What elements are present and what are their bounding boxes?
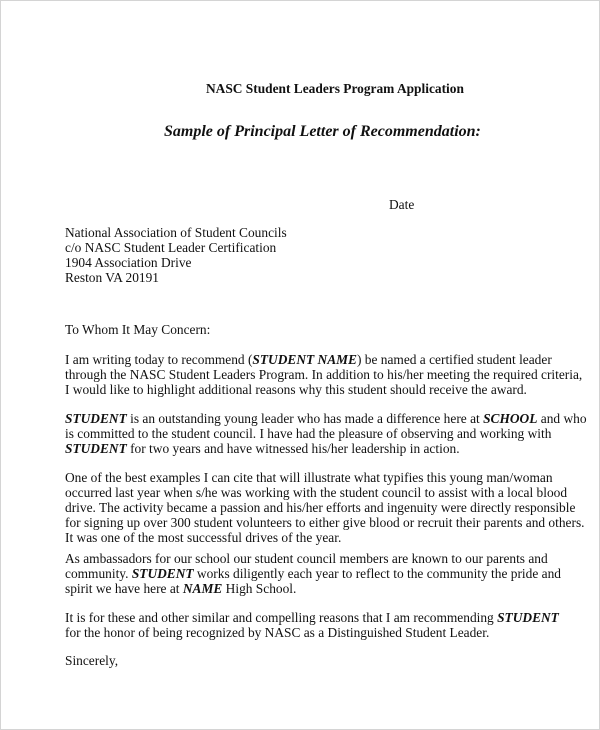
paragraph-line <box>65 441 555 456</box>
paragraph-line <box>65 352 555 367</box>
paragraph-line: drive. The activity became a passion and his/her efforts and ingenuity were directly responsible <box>65 500 576 515</box>
salutation: To Whom It May Concern: <box>65 322 211 337</box>
paragraph-line <box>65 411 587 426</box>
text-run: It is for these and other similar and compelling reasons that I am recommending <box>65 610 498 625</box>
text-run: spirit we have here at <box>65 581 183 596</box>
paragraph-example <box>65 470 585 545</box>
text-run: I am writing today to recommend ( <box>65 352 253 367</box>
text-run: for two years and have witnessed his/her leadership in action. <box>126 441 460 456</box>
paragraph-line: through the NASC Student Leaders Program. In addition to his/her meeting the required criteria, <box>65 367 583 382</box>
paragraph-line: occurred last year when s/he was working with the student council to assist with a local blood <box>65 485 568 500</box>
placeholder-school: SCHOOL <box>483 411 538 426</box>
address-line-organization: National Association of Student Councils <box>65 225 287 240</box>
placeholder-student: STUDENT <box>497 610 559 625</box>
paragraph-ambassadors <box>65 551 561 596</box>
address-line-city: Reston VA 20191 <box>65 270 160 285</box>
paragraph-conclusion <box>65 610 559 640</box>
paragraph-line <box>65 581 555 596</box>
paragraph-line <box>65 610 559 625</box>
paragraph-line: It was one of the most successful drives of the year. <box>65 530 342 545</box>
placeholder-name: NAME <box>182 581 223 596</box>
text-run: community. <box>65 566 132 581</box>
document-subtitle: Sample of Principal Letter of Recommendation: <box>164 123 481 140</box>
paragraph-line: for the honor of being recognized by NASC as a Distinguished Student Leader. <box>65 625 490 640</box>
date-placeholder: Date <box>389 197 415 212</box>
paragraph-intro <box>65 352 583 397</box>
placeholder-student: STUDENT <box>131 566 194 581</box>
text-run: works diligently each year to reflect to the community the pride and <box>193 566 561 581</box>
address-line-street: 1904 Association Drive <box>65 255 192 270</box>
recipient-address <box>65 225 287 285</box>
text-run: High School. <box>222 581 297 596</box>
document-heading: NASC Student Leaders Program Application <box>206 81 464 96</box>
text-run: ) be named a certified student leader <box>356 352 552 367</box>
closing: Sincerely, <box>65 653 119 668</box>
placeholder-student: STUDENT <box>65 411 127 426</box>
paragraph-leadership <box>65 411 587 456</box>
placeholder-student: STUDENT <box>65 441 127 456</box>
paragraph-line: I would like to highlight additional reasons why this student should receive the award. <box>65 382 527 397</box>
paragraph-line: is committed to the student council. I have had the pleasure of observing and working with <box>65 426 552 441</box>
address-line-care-of: c/o NASC Student Leader Certification <box>65 240 277 255</box>
text-run: is an outstanding young leader who has made a difference here at <box>126 411 484 426</box>
paragraph-line: As ambassadors for our school our student council members are known to our parents and <box>65 551 548 566</box>
text-run: and who <box>537 411 587 426</box>
placeholder-student-name: STUDENT NAME <box>252 352 357 367</box>
paragraph-line: One of the best examples I can cite that will illustrate what typifies this young man/woman <box>65 470 553 485</box>
paragraph-line <box>65 566 561 581</box>
paragraph-line: for signing up over 300 student volunteers to either give blood or recruit their parents and others. <box>65 515 585 530</box>
